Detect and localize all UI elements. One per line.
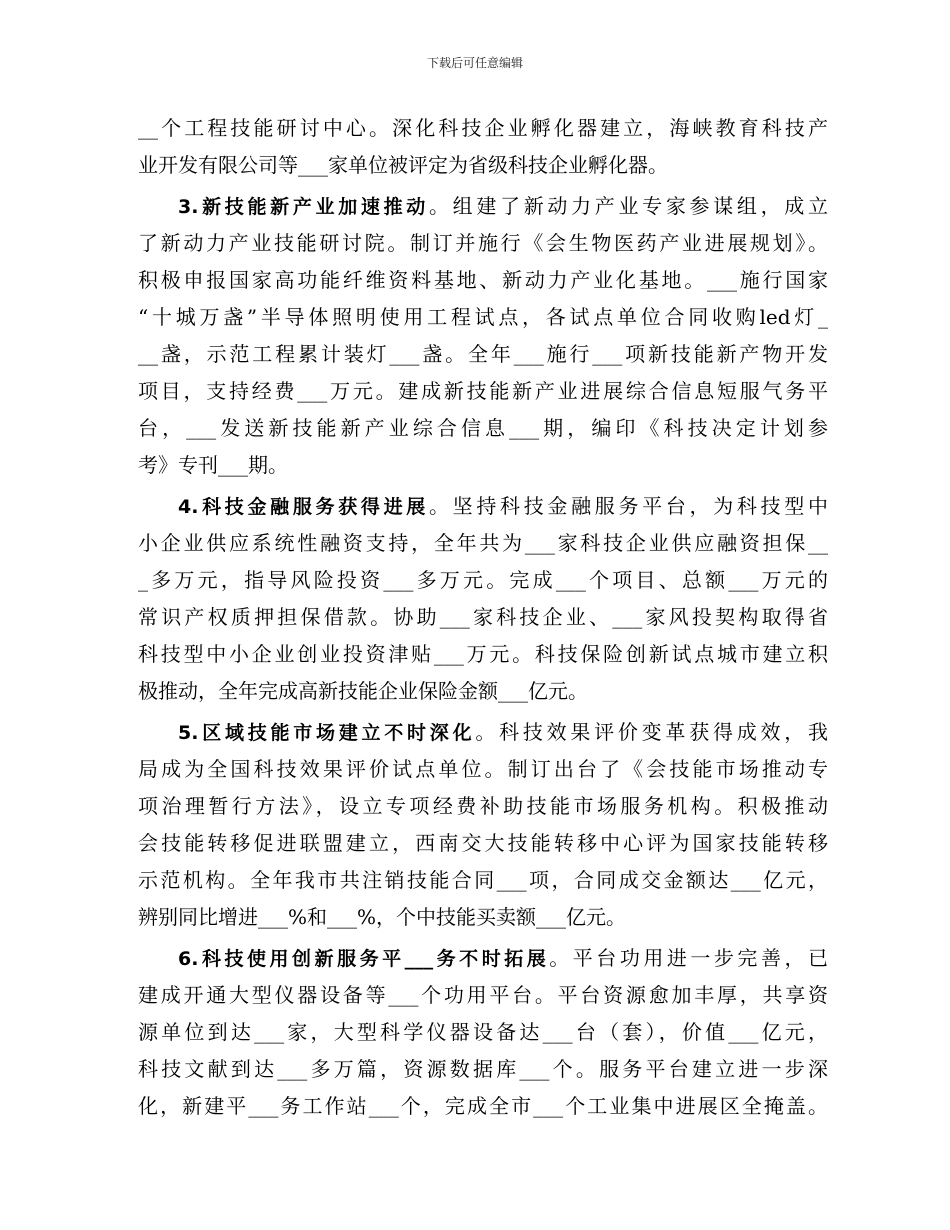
line-text: 小企业供应系统性融资支持，全年共为___家科技企业供应融资担保__ xyxy=(138,531,828,555)
line-text: 业开发有限公司等___家单位被评定为省级科技企业孵化器。 xyxy=(138,153,668,177)
section-heading-line xyxy=(138,714,828,751)
line-text: 化，新建平___务工作站___个，完成全市___个工业集中进展区全掩盖。 xyxy=(138,1094,828,1118)
text-line xyxy=(138,788,828,825)
line-text: 台，___发送新技能新产业综合信息___期，编印《科技决定计划参 xyxy=(138,416,828,440)
line-text: __盏，示范工程累计装灯___盏。全年___施行___项新技能新产物开发 xyxy=(138,342,828,366)
section-heading: 3.新技能新产业加速推动 xyxy=(178,196,429,218)
text-line xyxy=(138,751,828,788)
text-line xyxy=(138,525,828,562)
text-line xyxy=(138,673,828,710)
text-line xyxy=(138,1014,828,1051)
line-text: __个工程技能研讨中心。深化科技企业孵化器建立，海峡教育科技产 xyxy=(138,116,828,140)
line-text: 。科技效果评价变革获得成效，我 xyxy=(475,720,828,744)
line-text: 极推动，全年完成高新技能企业保险金额___亿元。 xyxy=(138,679,588,703)
text-line xyxy=(138,977,828,1014)
section-heading-line xyxy=(138,188,828,225)
text-line xyxy=(138,599,828,636)
line-text: 科技型中小企业创业投资津贴___万元。科技保险创新试点城市建立积 xyxy=(138,642,828,666)
line-text: 常识产权质押担保借款。协助___家科技企业、___家风投契构取得省 xyxy=(138,605,828,629)
line-text: 局成为全国科技效果评价试点单位。制订出台了《会技能市场推动专 xyxy=(138,757,828,781)
text-line xyxy=(138,147,828,184)
text-line xyxy=(138,262,828,299)
section-heading: 4.科技金融服务获得进展 xyxy=(178,496,429,518)
line-text: 项目，支持经费___万元。建成新技能新产业进展综合信息短服气务平 xyxy=(138,379,828,403)
line-text: 科技文献到达___多万篇，资源数据库___个。服务平台建立进一步深 xyxy=(138,1057,828,1081)
section-heading-line xyxy=(138,488,828,525)
text-line xyxy=(138,562,828,599)
text-line xyxy=(138,299,828,336)
text-line xyxy=(138,410,828,447)
line-text: 。平台功用进一步完善，已 xyxy=(549,946,828,970)
text-line xyxy=(138,1051,828,1088)
section-heading: 5.区域技能市场建立不时深化 xyxy=(178,722,476,744)
text-line xyxy=(138,110,828,147)
text-line xyxy=(138,862,828,899)
line-text: 。坚持科技金融服务平台，为科技型中 xyxy=(429,494,828,518)
line-text: 源单位到达___家，大型科学仪器设备达___台（套），价值___亿元， xyxy=(138,1020,828,1044)
section-heading: 6.科技使用创新服务平___务不时拓展 xyxy=(178,948,550,970)
line-text: 辨别同比增进___%和___%，个中技能买卖额___亿元。 xyxy=(138,905,627,929)
text-line xyxy=(138,825,828,862)
line-text: 积极申报国家高功能纤维资料基地、新动力产业化基地。___施行国家 xyxy=(138,268,828,292)
line-text: 示范机构。全年我市共注销技能合同___项，合同成交金额达___亿元， xyxy=(138,868,828,892)
line-text: 项治理暂行方法》，设立专项经费补助技能市场服务机构。积极推动 xyxy=(138,794,828,818)
line-text: 建成开通大型仪器设备等___个功用平台。平台资源愈加丰厚，共享资 xyxy=(138,983,828,1007)
section-heading-line xyxy=(138,940,828,977)
line-text: 会技能转移促进联盟建立，西南交大技能转移中心评为国家技能转移 xyxy=(138,831,828,855)
page-header: 下载后可任意编辑 xyxy=(426,56,523,70)
text-line xyxy=(138,373,828,410)
document-body xyxy=(138,110,828,1125)
text-line xyxy=(138,636,828,673)
line-text: “十城万盏”半导体照明使用工程试点，各试点单位合同收购led灯_ xyxy=(138,305,828,329)
line-text: 。组建了新动力产业专家参谋组，成立 xyxy=(429,194,828,218)
line-text: 考》专刊___期。 xyxy=(138,453,288,477)
line-text: _多万元，指导风险投资___多万元。完成___个项目、总额___万元的 xyxy=(138,568,828,592)
line-text: 了新动力产业技能研讨院。制订并施行《会生物医药产业进展规划》。 xyxy=(138,231,828,255)
text-line xyxy=(138,899,828,936)
text-line xyxy=(138,447,828,484)
text-line xyxy=(138,1088,828,1125)
text-line xyxy=(138,336,828,373)
text-line xyxy=(138,225,828,262)
